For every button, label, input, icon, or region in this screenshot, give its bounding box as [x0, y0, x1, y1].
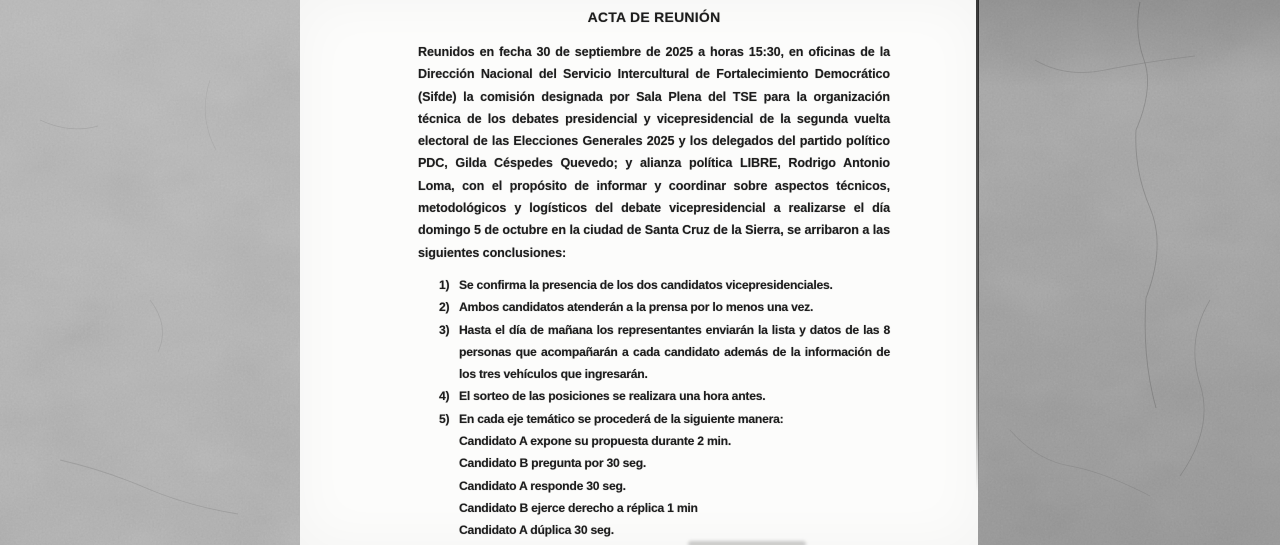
- conclusion-text: En cada eje temático se procederá de la siguiente manera:: [459, 411, 784, 426]
- page-scan-edge-line: [976, 0, 979, 492]
- conclusion-number: 5): [439, 411, 450, 426]
- conclusion-sub-item: Candidato A expone su propuesta durante 2 min.: [459, 434, 732, 449]
- conclusion-item: [418, 274, 890, 296]
- conclusion-text: Ambos candidatos atenderán a la prensa por lo menos una vez.: [459, 300, 814, 315]
- conclusion-text: Hasta el día de mañana los representantes enviarán la lista y datos de las 8 personas que acompañarán a cada candidato además de la información de los tres vehículos que ingresarán.: [459, 322, 890, 382]
- document-intro-paragraph: Reunidos en fecha 30 de septiembre de 2025 a horas 15:30, en oficinas de la Dirección Nacional del Servicio Intercultural de Fortalecimiento Democrático (Sifde) la comisión designada por Sala Plena del TSE para la organización técnica de los debates presidencial y vicepresidencial de la segunda vuelta electoral de las Elecciones Generales 2025 y los delegados del partido político PDC, Gilda Céspedes Quevedo; y alianza política LIBRE, Rodrigo Antonio Loma, con el propósito de informar y coordinar sobre aspectos técnicos, metodológicos y logísticos del debate vicepresidencial a realizarse el día domingo 5 de octubre en la ciudad de Santa Cruz de la Sierra, se arribaron a las siguientes conclusiones:: [418, 45, 890, 260]
- conclusion-item: [418, 385, 890, 407]
- conclusion-number: 3): [439, 322, 450, 337]
- conclusion-text: Se confirma la presencia de los dos candidatos vicepresidenciales.: [459, 277, 833, 292]
- document-page: [300, 0, 978, 545]
- conclusion-item: [418, 408, 890, 542]
- conclusion-sub-lines: [459, 430, 890, 541]
- conclusion-item: [418, 319, 890, 386]
- conclusion-text: El sorteo de las posiciones se realizara una hora antes.: [459, 389, 766, 404]
- conclusion-sub-item: Candidato B pregunta por 30 seg.: [459, 456, 647, 471]
- conclusion-item: [418, 296, 890, 318]
- conclusion-sub-item: Candidato A responde 30 seg.: [459, 478, 626, 493]
- conclusion-sub-item: Candidato B ejerce derecho a réplica 1 min: [459, 500, 698, 515]
- document-content: [418, 8, 890, 542]
- cutoff-text-smudge: [688, 541, 806, 545]
- conclusion-number: 4): [439, 389, 450, 404]
- wall-right-shading: [978, 0, 1280, 545]
- document-title: ACTA DE REUNIÓN: [587, 9, 721, 25]
- wall-left-highlight: [0, 0, 300, 545]
- conclusion-number: 2): [439, 300, 450, 315]
- conclusions-list: [418, 274, 890, 542]
- conclusion-sub-item: Candidato A dúplica 30 seg.: [459, 523, 614, 538]
- conclusion-number: 1): [439, 277, 450, 292]
